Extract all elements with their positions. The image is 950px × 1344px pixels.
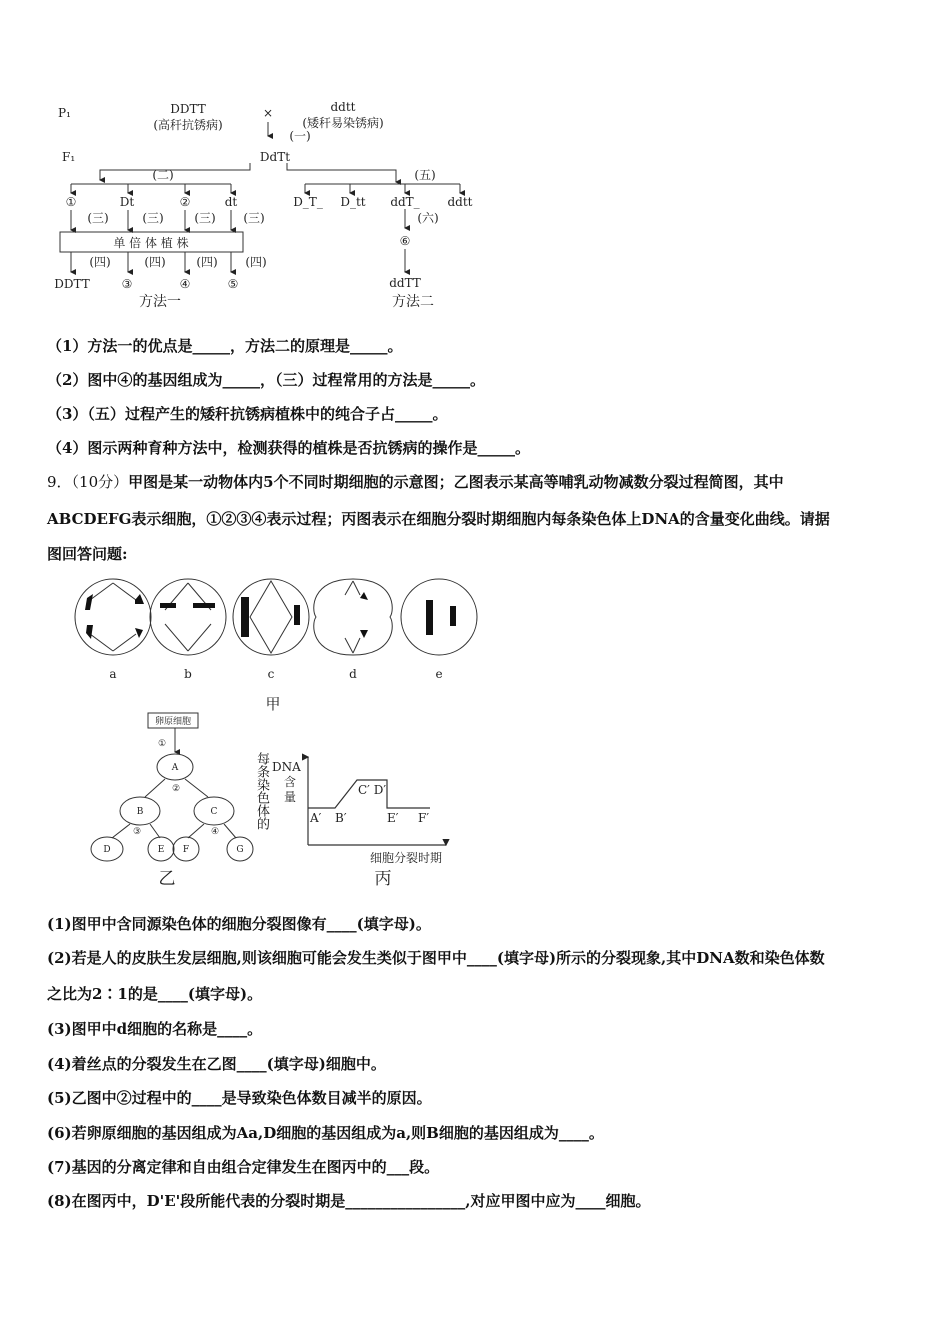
- method1-result: DDTT: [54, 277, 90, 291]
- figure-jia: [0, 570, 500, 720]
- process-label: ②: [171, 784, 181, 794]
- q8-item-3: （3）（五）过程产生的矮秆抗锈病植株中的纯合子占_____。: [47, 405, 448, 423]
- point-label: C′ D′: [358, 783, 387, 797]
- f1-label: F₁: [62, 150, 76, 164]
- figure-bing: [270, 745, 490, 895]
- q9-item-7: (7)基因的分离定律和自由组合定律发生在图丙中的___段。: [47, 1158, 440, 1176]
- process-label: ③: [132, 827, 142, 837]
- q9-item-8: (8)在图丙中，D'E'段所能代表的分裂时期是________________,对应甲图中应为____细胞。: [47, 1192, 651, 1210]
- gamete-label: ①: [65, 195, 77, 209]
- parent1-genotype: DDTT: [170, 102, 206, 116]
- method1-result: ④: [179, 277, 191, 291]
- q9-item-5: (5)乙图中②过程中的____是导致染色体数目减半的原因。: [47, 1089, 432, 1107]
- parent2-genotype: ddtt: [330, 100, 356, 114]
- ylabel-dna: DNA: [272, 760, 301, 774]
- cross-symbol: ×: [262, 106, 274, 120]
- cell-d: [314, 579, 392, 655]
- cell-label: c: [267, 667, 275, 681]
- cell-label: d: [349, 667, 357, 681]
- cell-E: E: [157, 845, 165, 855]
- method2-label: 方法二: [392, 294, 434, 310]
- method1-result: ⑤: [227, 277, 239, 291]
- q9-item-2-cont: 之比为2∶1的是____(填字母)。: [47, 985, 263, 1003]
- gamete-label: ②: [179, 195, 191, 209]
- haploid-box-label: 单 倍 体 植 株: [113, 236, 189, 250]
- q9-intro-text: 甲图是某一动物体内5个不同时期细胞的示意图；乙图表示某高等哺乳动物减数分裂过程简图，其中: [128, 473, 784, 491]
- step-4-label: (四): [245, 255, 267, 269]
- step-4-label: (四): [196, 255, 218, 269]
- oogonium-box-label: 卵原细胞: [154, 717, 192, 727]
- q9-item-1: (1)图甲中含同源染色体的细胞分裂图像有____(填字母)。: [47, 915, 431, 933]
- q9-item-4: (4)着丝点的分裂发生在乙图____(填字母)细胞中。: [47, 1055, 386, 1073]
- parent2-phenotype: (矮秆易染锈病): [302, 116, 384, 130]
- step-6-label: (六): [417, 211, 439, 225]
- point-label: F′: [418, 811, 430, 825]
- cell-label: a: [109, 667, 117, 681]
- xlabel: 细胞分裂时期: [370, 851, 443, 865]
- step-3-label: (三): [243, 211, 265, 225]
- dna-ylabel-vertical: 每条染色体的: [254, 752, 269, 830]
- method2-result: ddTT: [389, 276, 421, 290]
- step-2-label: (二): [152, 168, 174, 182]
- step-3-label: (三): [194, 211, 216, 225]
- step-4-label: (四): [144, 255, 166, 269]
- f2-genotype: ddtt: [447, 195, 473, 209]
- cell-e: [401, 579, 477, 655]
- p1-label: P₁: [58, 106, 71, 120]
- cell-G: G: [236, 845, 244, 855]
- step-3-label: (三): [142, 211, 164, 225]
- q8-item-2: （2）图中④的基因组成为_____，（三）过程常用的方法是_____。: [47, 371, 485, 389]
- f2-genotype: D_T_: [293, 195, 323, 209]
- method1-result: ③: [121, 277, 133, 291]
- q9-intro-line3: 图回答问题:: [47, 545, 128, 563]
- f2-genotype: ddT_: [390, 195, 420, 209]
- gamete-label: dt: [224, 195, 238, 209]
- q9-number: 9．（10分）: [47, 473, 129, 491]
- q9-intro-line2: ABCDEFG表示细胞，①②③④表示过程；丙图表示在细胞分裂时期细胞内每条染色体上DNA的含量变化曲线。请据: [47, 510, 830, 528]
- parent1-phenotype: (高秆抗锈病): [153, 118, 223, 132]
- cell-F: F: [182, 845, 190, 855]
- circle-6-label: ⑥: [399, 234, 411, 248]
- cell-label: e: [435, 667, 443, 681]
- step-3-label: (三): [87, 211, 109, 225]
- ylabel-content2: 量: [284, 790, 297, 804]
- process-label: ①: [157, 739, 167, 749]
- figure-yi: [0, 700, 260, 895]
- cell-C: C: [210, 807, 218, 817]
- step-4-label: (四): [89, 255, 111, 269]
- cell-a: [75, 579, 151, 655]
- q9-item-6: (6)若卵原细胞的基因组成为Aa,D细胞的基因组成为a,则B细胞的基因组成为____。: [47, 1124, 604, 1142]
- q8-item-1: （1）方法一的优点是_____，方法二的原理是_____。: [47, 337, 403, 355]
- q9-item-2: (2)若是人的皮肤生发层细胞,则该细胞可能会发生类似于图甲中____(填字母)所示的分裂现象,其中DNA数和染色体数: [47, 949, 825, 967]
- point-label: A′: [310, 811, 322, 825]
- figure-jia-title: 甲: [265, 695, 281, 713]
- q9-item-3: (3)图甲中d细胞的名称是____。: [47, 1020, 263, 1038]
- figure-yi-title: 乙: [158, 869, 176, 889]
- f2-genotype: D_tt: [340, 195, 366, 209]
- point-label: E′: [387, 811, 399, 825]
- cell-D: D: [103, 845, 111, 855]
- process-label: ④: [210, 827, 220, 837]
- gamete-label: Dt: [119, 195, 135, 209]
- cell-label: b: [184, 667, 192, 681]
- q9-intro-line1: [47, 473, 784, 491]
- chromosomes: [85, 592, 456, 639]
- step-5-label: (五): [414, 168, 436, 182]
- cell-A: A: [171, 763, 179, 773]
- step-1-label: (一): [289, 129, 311, 143]
- figure-bing-title: 丙: [374, 869, 392, 889]
- point-label: B′: [335, 811, 347, 825]
- ylabel-content1: 含: [284, 775, 297, 789]
- cell-B: B: [136, 807, 144, 817]
- breeding-diagram: [0, 0, 500, 320]
- q8-item-4: （4）图示两种育种方法中，检测获得的植株是否抗锈病的操作是_____。: [47, 439, 530, 457]
- f1-genotype: DdTt: [259, 150, 291, 164]
- cell-b: [150, 579, 226, 655]
- method1-label: 方法一: [139, 294, 181, 310]
